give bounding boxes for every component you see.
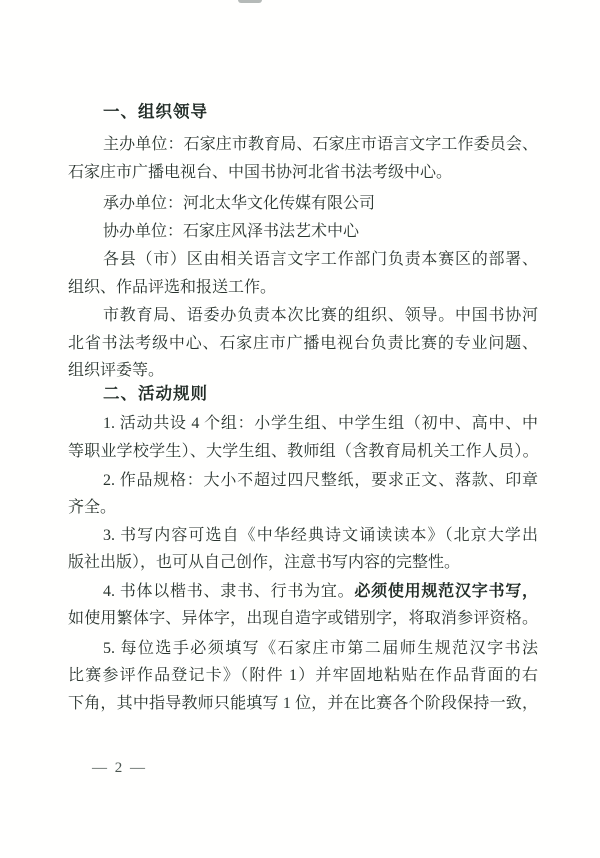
doc-line: 组织、作品评选和报送工作。 [68, 279, 277, 296]
doc-line: 3. 书写内容可选自《中华经典诗文诵读读本》（北京大学出 [103, 527, 538, 544]
doc-line: 承办单位：河北太华文化传媒有限公司 [103, 195, 376, 212]
doc-line: 1. 活动共设 4 个组：小学生组、中学生组（初中、高中、中 [103, 415, 538, 432]
doc-line-regular-run: 4. 书体以楷书、隶书、行书为宜。 [103, 583, 355, 600]
doc-line: 主办单位：石家庄市教育局、石家庄市语言文字工作委员会、 [103, 136, 538, 153]
section-heading-2: 二、活动规则 [103, 385, 208, 403]
doc-line: 5. 每位选手必须填写《石家庄市第二届师生规范汉字书法 [103, 640, 538, 657]
page-number: — 2 — [92, 760, 147, 776]
doc-line: 组织评委等。 [68, 362, 165, 379]
section-heading-1: 一、组织领导 [103, 103, 208, 121]
doc-line: 石家庄市广播电视台、中国书协河北省书法考级中心。 [68, 164, 453, 181]
scan-smudge-artifact [238, 0, 262, 3]
doc-line-with-emphasis [68, 582, 538, 602]
doc-line: 2. 作品规格：大小不超过四尺整纸，要求正文、落款、印章 [103, 472, 538, 489]
doc-line: 等职业学校学生）、大学生组、教师组（含教育局机关工作人员）。 [68, 443, 538, 460]
doc-line: 齐全。 [68, 499, 117, 516]
doc-line: 各县（市）区由相关语言文字工作部门负责本赛区的部署、 [103, 251, 538, 268]
doc-line: 版社出版），也可从自己创作，注意书写内容的完整性。 [68, 554, 461, 571]
doc-line-bold-run: 必须使用规范汉字书写， [354, 583, 538, 600]
doc-line: 市教育局、语委办负责本次比赛的组织、领导。中国书协河 [103, 307, 538, 324]
doc-line: 下角，其中指导教师只能填写 1 位，并在比赛各个阶段保持一致， [68, 695, 538, 712]
doc-line: 比赛参评作品登记卡》（附件 1）并牢固地粘贴在作品背面的右 [68, 667, 538, 684]
doc-line: 如使用繁体字、异体字，出现自造字或错别字，将取消参评资格。 [68, 610, 538, 627]
doc-line: 北省书法考级中心、石家庄市广播电视台负责比赛的专业问题、 [68, 335, 538, 352]
doc-line: 协办单位：石家庄风泽书法艺术中心 [103, 223, 360, 240]
